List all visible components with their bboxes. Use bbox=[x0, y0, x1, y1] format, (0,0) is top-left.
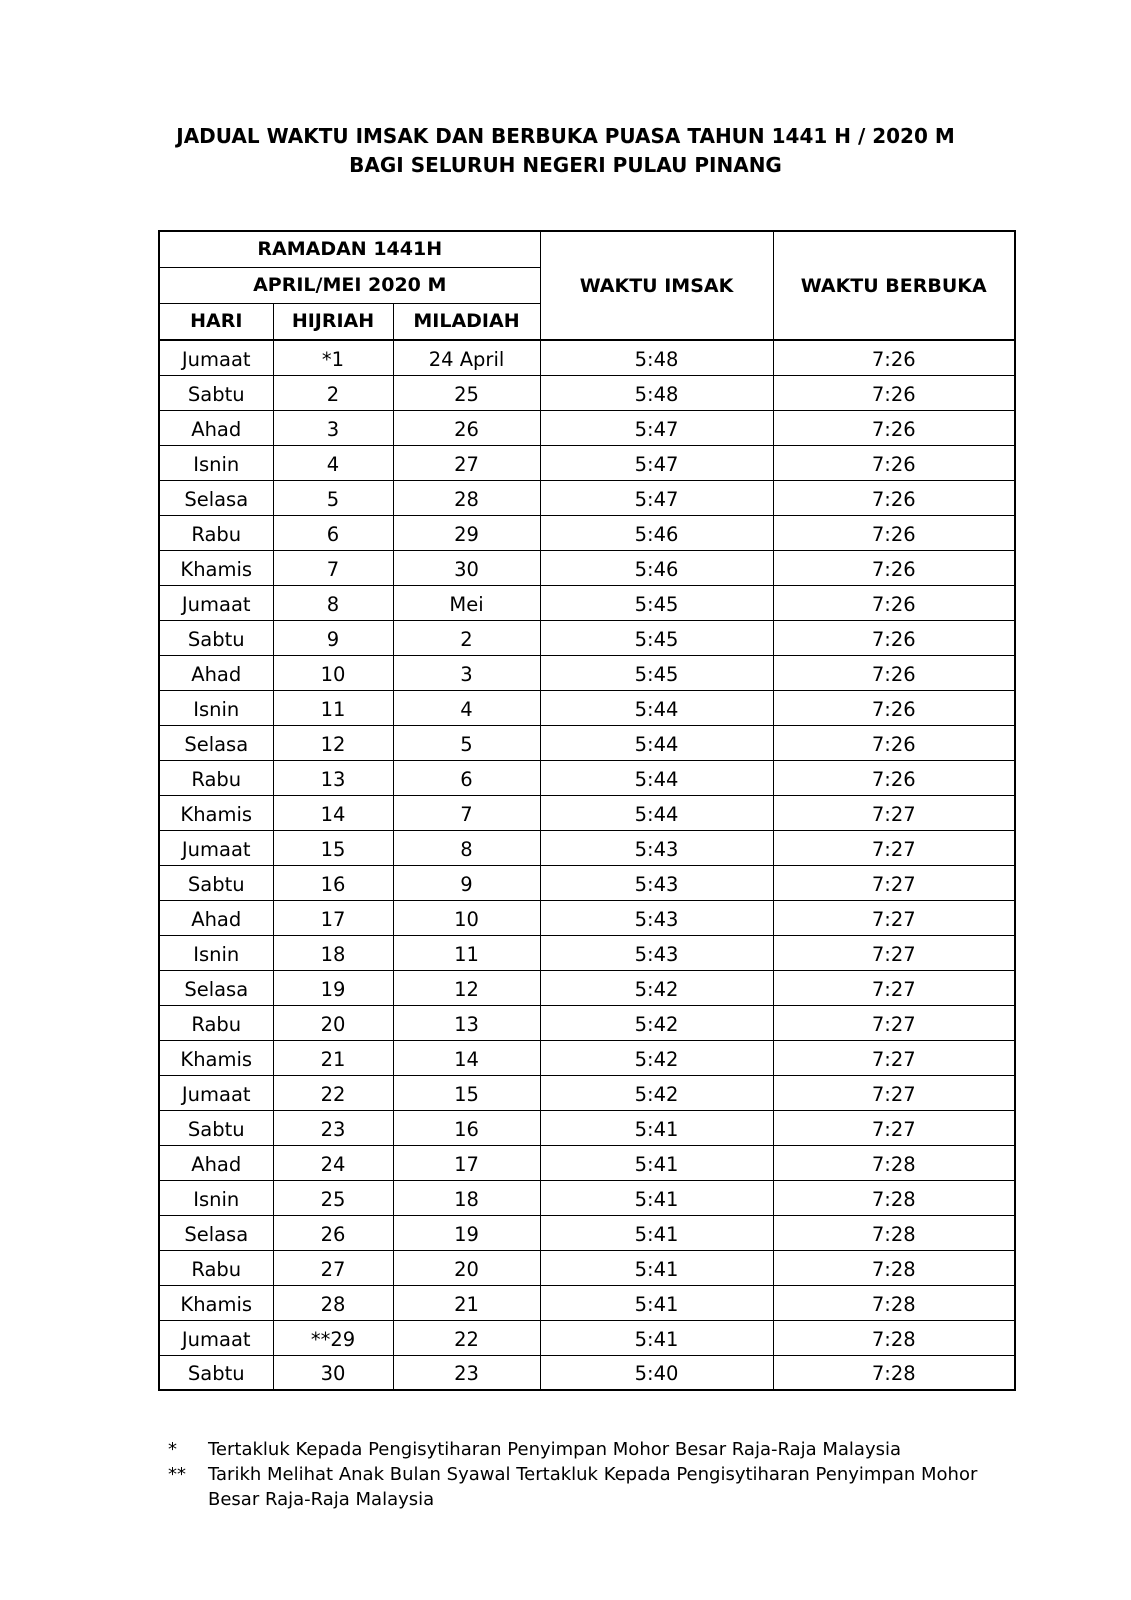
header-hijriah: HIJRIAH bbox=[273, 303, 393, 340]
cell-hari: Sabtu bbox=[159, 865, 273, 900]
cell-waktu-berbuka: 7:26 bbox=[773, 725, 1015, 760]
cell-hari: Jumaat bbox=[159, 340, 273, 375]
table-row bbox=[159, 585, 1015, 620]
table-row bbox=[159, 550, 1015, 585]
cell-waktu-imsak: 5:44 bbox=[540, 795, 773, 830]
table-row bbox=[159, 515, 1015, 550]
cell-waktu-berbuka: 7:26 bbox=[773, 550, 1015, 585]
table-row bbox=[159, 935, 1015, 970]
schedule-table bbox=[158, 230, 1016, 1391]
table-row bbox=[159, 1110, 1015, 1145]
cell-waktu-berbuka: 7:26 bbox=[773, 620, 1015, 655]
cell-waktu-imsak: 5:47 bbox=[540, 480, 773, 515]
cell-hari: Jumaat bbox=[159, 585, 273, 620]
cell-waktu-berbuka: 7:28 bbox=[773, 1180, 1015, 1215]
table-row bbox=[159, 1250, 1015, 1285]
document-title bbox=[0, 122, 1131, 180]
table-row bbox=[159, 1180, 1015, 1215]
cell-hijriah: 27 bbox=[273, 1250, 393, 1285]
cell-hari: Isnin bbox=[159, 935, 273, 970]
cell-miladiah: 14 bbox=[393, 1040, 540, 1075]
cell-miladiah: 25 bbox=[393, 375, 540, 410]
table-row bbox=[159, 410, 1015, 445]
cell-hari: Ahad bbox=[159, 410, 273, 445]
cell-hijriah: 23 bbox=[273, 1110, 393, 1145]
footnote bbox=[168, 1437, 1018, 1462]
cell-waktu-imsak: 5:41 bbox=[540, 1110, 773, 1145]
cell-hijriah: 3 bbox=[273, 410, 393, 445]
cell-hijriah: 5 bbox=[273, 480, 393, 515]
header-waktu-imsak: WAKTU IMSAK bbox=[540, 231, 773, 340]
cell-miladiah: 8 bbox=[393, 830, 540, 865]
cell-waktu-imsak: 5:41 bbox=[540, 1145, 773, 1180]
cell-hijriah: 19 bbox=[273, 970, 393, 1005]
cell-waktu-imsak: 5:47 bbox=[540, 445, 773, 480]
cell-hijriah: 18 bbox=[273, 935, 393, 970]
footnote-mark: ** bbox=[168, 1464, 186, 1485]
cell-waktu-berbuka: 7:28 bbox=[773, 1145, 1015, 1180]
cell-miladiah: 21 bbox=[393, 1285, 540, 1320]
cell-waktu-imsak: 5:42 bbox=[540, 1005, 773, 1040]
cell-miladiah: 27 bbox=[393, 445, 540, 480]
cell-hijriah: 8 bbox=[273, 585, 393, 620]
cell-hari: Selasa bbox=[159, 725, 273, 760]
cell-waktu-imsak: 5:45 bbox=[540, 620, 773, 655]
cell-waktu-imsak: 5:42 bbox=[540, 970, 773, 1005]
cell-waktu-berbuka: 7:28 bbox=[773, 1250, 1015, 1285]
cell-waktu-imsak: 5:47 bbox=[540, 410, 773, 445]
cell-miladiah: 7 bbox=[393, 795, 540, 830]
cell-hari: Isnin bbox=[159, 1180, 273, 1215]
table-row bbox=[159, 1075, 1015, 1110]
cell-hari: Rabu bbox=[159, 1250, 273, 1285]
table-row bbox=[159, 1285, 1015, 1320]
cell-hari: Ahad bbox=[159, 655, 273, 690]
cell-waktu-berbuka: 7:27 bbox=[773, 865, 1015, 900]
cell-waktu-berbuka: 7:27 bbox=[773, 900, 1015, 935]
cell-hijriah: 7 bbox=[273, 550, 393, 585]
table-row bbox=[159, 760, 1015, 795]
cell-hijriah: *1 bbox=[273, 340, 393, 375]
cell-waktu-imsak: 5:43 bbox=[540, 830, 773, 865]
cell-waktu-imsak: 5:45 bbox=[540, 585, 773, 620]
cell-miladiah: 13 bbox=[393, 1005, 540, 1040]
cell-waktu-berbuka: 7:27 bbox=[773, 970, 1015, 1005]
cell-waktu-imsak: 5:41 bbox=[540, 1320, 773, 1355]
cell-hari: Selasa bbox=[159, 970, 273, 1005]
cell-miladiah: 23 bbox=[393, 1355, 540, 1390]
cell-hari: Isnin bbox=[159, 445, 273, 480]
cell-hari: Isnin bbox=[159, 690, 273, 725]
cell-hijriah: 30 bbox=[273, 1355, 393, 1390]
cell-miladiah: 22 bbox=[393, 1320, 540, 1355]
cell-miladiah: 9 bbox=[393, 865, 540, 900]
cell-waktu-berbuka: 7:26 bbox=[773, 690, 1015, 725]
cell-waktu-berbuka: 7:27 bbox=[773, 795, 1015, 830]
table-row bbox=[159, 655, 1015, 690]
cell-miladiah: 15 bbox=[393, 1075, 540, 1110]
cell-waktu-berbuka: 7:26 bbox=[773, 760, 1015, 795]
cell-hari: Ahad bbox=[159, 900, 273, 935]
cell-hijriah: 9 bbox=[273, 620, 393, 655]
cell-waktu-imsak: 5:41 bbox=[540, 1250, 773, 1285]
cell-waktu-imsak: 5:42 bbox=[540, 1040, 773, 1075]
cell-waktu-imsak: 5:44 bbox=[540, 760, 773, 795]
cell-miladiah: 18 bbox=[393, 1180, 540, 1215]
cell-waktu-berbuka: 7:26 bbox=[773, 585, 1015, 620]
cell-miladiah: 24 April bbox=[393, 340, 540, 375]
cell-hijriah: 11 bbox=[273, 690, 393, 725]
cell-hari: Selasa bbox=[159, 1215, 273, 1250]
cell-miladiah: 4 bbox=[393, 690, 540, 725]
table-row bbox=[159, 1215, 1015, 1250]
cell-hijriah: 4 bbox=[273, 445, 393, 480]
table-row bbox=[159, 1145, 1015, 1180]
cell-waktu-imsak: 5:42 bbox=[540, 1075, 773, 1110]
table-row bbox=[159, 480, 1015, 515]
cell-miladiah: 5 bbox=[393, 725, 540, 760]
cell-hari: Selasa bbox=[159, 480, 273, 515]
cell-miladiah: 19 bbox=[393, 1215, 540, 1250]
cell-waktu-imsak: 5:46 bbox=[540, 515, 773, 550]
cell-miladiah: 26 bbox=[393, 410, 540, 445]
table-row bbox=[159, 1005, 1015, 1040]
cell-waktu-imsak: 5:46 bbox=[540, 550, 773, 585]
cell-waktu-berbuka: 7:26 bbox=[773, 515, 1015, 550]
table-row bbox=[159, 445, 1015, 480]
cell-miladiah: 12 bbox=[393, 970, 540, 1005]
cell-miladiah: 29 bbox=[393, 515, 540, 550]
cell-waktu-imsak: 5:41 bbox=[540, 1180, 773, 1215]
cell-miladiah: 20 bbox=[393, 1250, 540, 1285]
footnote-text: Tertakluk Kepada Pengisytiharan Penyimpan Mohor Besar Raja-Raja Malaysia bbox=[208, 1439, 902, 1460]
cell-waktu-imsak: 5:44 bbox=[540, 725, 773, 760]
table-row bbox=[159, 1355, 1015, 1390]
cell-hijriah: 14 bbox=[273, 795, 393, 830]
footnote-text: Tarikh Melihat Anak Bulan Syawal Tertakluk Kepada Pengisytiharan Penyimpan Mohor Besar Raja-Raja Malaysia bbox=[208, 1464, 978, 1510]
cell-waktu-berbuka: 7:27 bbox=[773, 830, 1015, 865]
cell-hari: Khamis bbox=[159, 795, 273, 830]
cell-waktu-berbuka: 7:27 bbox=[773, 935, 1015, 970]
cell-miladiah: 11 bbox=[393, 935, 540, 970]
cell-hari: Jumaat bbox=[159, 1075, 273, 1110]
header-ramadan: RAMADAN 1441H bbox=[159, 231, 540, 267]
cell-miladiah: 16 bbox=[393, 1110, 540, 1145]
cell-miladiah: 6 bbox=[393, 760, 540, 795]
cell-hijriah: 15 bbox=[273, 830, 393, 865]
cell-hijriah: 2 bbox=[273, 375, 393, 410]
table-row bbox=[159, 690, 1015, 725]
table-row bbox=[159, 375, 1015, 410]
table-row bbox=[159, 620, 1015, 655]
title-line-1: JADUAL WAKTU IMSAK DAN BERBUKA PUASA TAHUN 1441 H / 2020 M bbox=[176, 124, 955, 148]
cell-hijriah: 16 bbox=[273, 865, 393, 900]
cell-hijriah: 25 bbox=[273, 1180, 393, 1215]
cell-miladiah: 28 bbox=[393, 480, 540, 515]
cell-waktu-berbuka: 7:26 bbox=[773, 340, 1015, 375]
cell-hijriah: 20 bbox=[273, 1005, 393, 1040]
table-row bbox=[159, 1040, 1015, 1075]
cell-waktu-imsak: 5:43 bbox=[540, 900, 773, 935]
cell-hijriah: 13 bbox=[273, 760, 393, 795]
cell-waktu-berbuka: 7:27 bbox=[773, 1110, 1015, 1145]
cell-hari: Sabtu bbox=[159, 620, 273, 655]
cell-hijriah: 28 bbox=[273, 1285, 393, 1320]
cell-waktu-berbuka: 7:28 bbox=[773, 1215, 1015, 1250]
table-row bbox=[159, 1320, 1015, 1355]
cell-hari: Jumaat bbox=[159, 830, 273, 865]
cell-miladiah: 10 bbox=[393, 900, 540, 935]
table-row bbox=[159, 970, 1015, 1005]
cell-hari: Sabtu bbox=[159, 375, 273, 410]
cell-hari: Rabu bbox=[159, 1005, 273, 1040]
cell-waktu-berbuka: 7:26 bbox=[773, 375, 1015, 410]
cell-miladiah: Mei bbox=[393, 585, 540, 620]
cell-waktu-imsak: 5:48 bbox=[540, 340, 773, 375]
cell-waktu-imsak: 5:48 bbox=[540, 375, 773, 410]
cell-waktu-imsak: 5:45 bbox=[540, 655, 773, 690]
cell-hari: Khamis bbox=[159, 1040, 273, 1075]
title-line-2: BAGI SELURUH NEGERI PULAU PINANG bbox=[349, 153, 782, 177]
cell-hari: Sabtu bbox=[159, 1355, 273, 1390]
cell-hari: Khamis bbox=[159, 550, 273, 585]
cell-waktu-berbuka: 7:26 bbox=[773, 480, 1015, 515]
header-hari: HARI bbox=[159, 303, 273, 340]
cell-hijriah: 12 bbox=[273, 725, 393, 760]
header-waktu-berbuka: WAKTU BERBUKA bbox=[773, 231, 1015, 340]
cell-waktu-berbuka: 7:28 bbox=[773, 1320, 1015, 1355]
cell-waktu-berbuka: 7:26 bbox=[773, 410, 1015, 445]
cell-waktu-berbuka: 7:26 bbox=[773, 445, 1015, 480]
cell-hari: Jumaat bbox=[159, 1320, 273, 1355]
cell-miladiah: 3 bbox=[393, 655, 540, 690]
cell-hari: Ahad bbox=[159, 1145, 273, 1180]
cell-hijriah: 22 bbox=[273, 1075, 393, 1110]
cell-waktu-imsak: 5:43 bbox=[540, 865, 773, 900]
footnotes bbox=[168, 1437, 1018, 1512]
footnote bbox=[168, 1462, 1018, 1512]
cell-waktu-berbuka: 7:27 bbox=[773, 1040, 1015, 1075]
table-row bbox=[159, 725, 1015, 760]
table-row bbox=[159, 900, 1015, 935]
cell-hijriah: **29 bbox=[273, 1320, 393, 1355]
table-row bbox=[159, 830, 1015, 865]
cell-waktu-imsak: 5:41 bbox=[540, 1215, 773, 1250]
cell-hijriah: 24 bbox=[273, 1145, 393, 1180]
cell-waktu-imsak: 5:41 bbox=[540, 1285, 773, 1320]
cell-waktu-berbuka: 7:27 bbox=[773, 1005, 1015, 1040]
table-row bbox=[159, 865, 1015, 900]
cell-miladiah: 17 bbox=[393, 1145, 540, 1180]
cell-hijriah: 17 bbox=[273, 900, 393, 935]
cell-waktu-berbuka: 7:27 bbox=[773, 1075, 1015, 1110]
header-months: APRIL/MEI 2020 M bbox=[159, 267, 540, 303]
cell-waktu-imsak: 5:43 bbox=[540, 935, 773, 970]
header-miladiah: MILADIAH bbox=[393, 303, 540, 340]
cell-waktu-berbuka: 7:26 bbox=[773, 655, 1015, 690]
cell-waktu-imsak: 5:44 bbox=[540, 690, 773, 725]
cell-miladiah: 30 bbox=[393, 550, 540, 585]
cell-hari: Khamis bbox=[159, 1285, 273, 1320]
schedule-rows bbox=[159, 340, 1015, 1390]
cell-hari: Rabu bbox=[159, 515, 273, 550]
cell-waktu-berbuka: 7:28 bbox=[773, 1355, 1015, 1390]
cell-waktu-imsak: 5:40 bbox=[540, 1355, 773, 1390]
cell-hijriah: 21 bbox=[273, 1040, 393, 1075]
cell-hari: Sabtu bbox=[159, 1110, 273, 1145]
cell-hijriah: 26 bbox=[273, 1215, 393, 1250]
cell-miladiah: 2 bbox=[393, 620, 540, 655]
cell-hijriah: 10 bbox=[273, 655, 393, 690]
cell-waktu-berbuka: 7:28 bbox=[773, 1285, 1015, 1320]
footnote-mark: * bbox=[168, 1439, 177, 1460]
cell-hari: Rabu bbox=[159, 760, 273, 795]
table-row bbox=[159, 340, 1015, 375]
table-row bbox=[159, 795, 1015, 830]
cell-hijriah: 6 bbox=[273, 515, 393, 550]
